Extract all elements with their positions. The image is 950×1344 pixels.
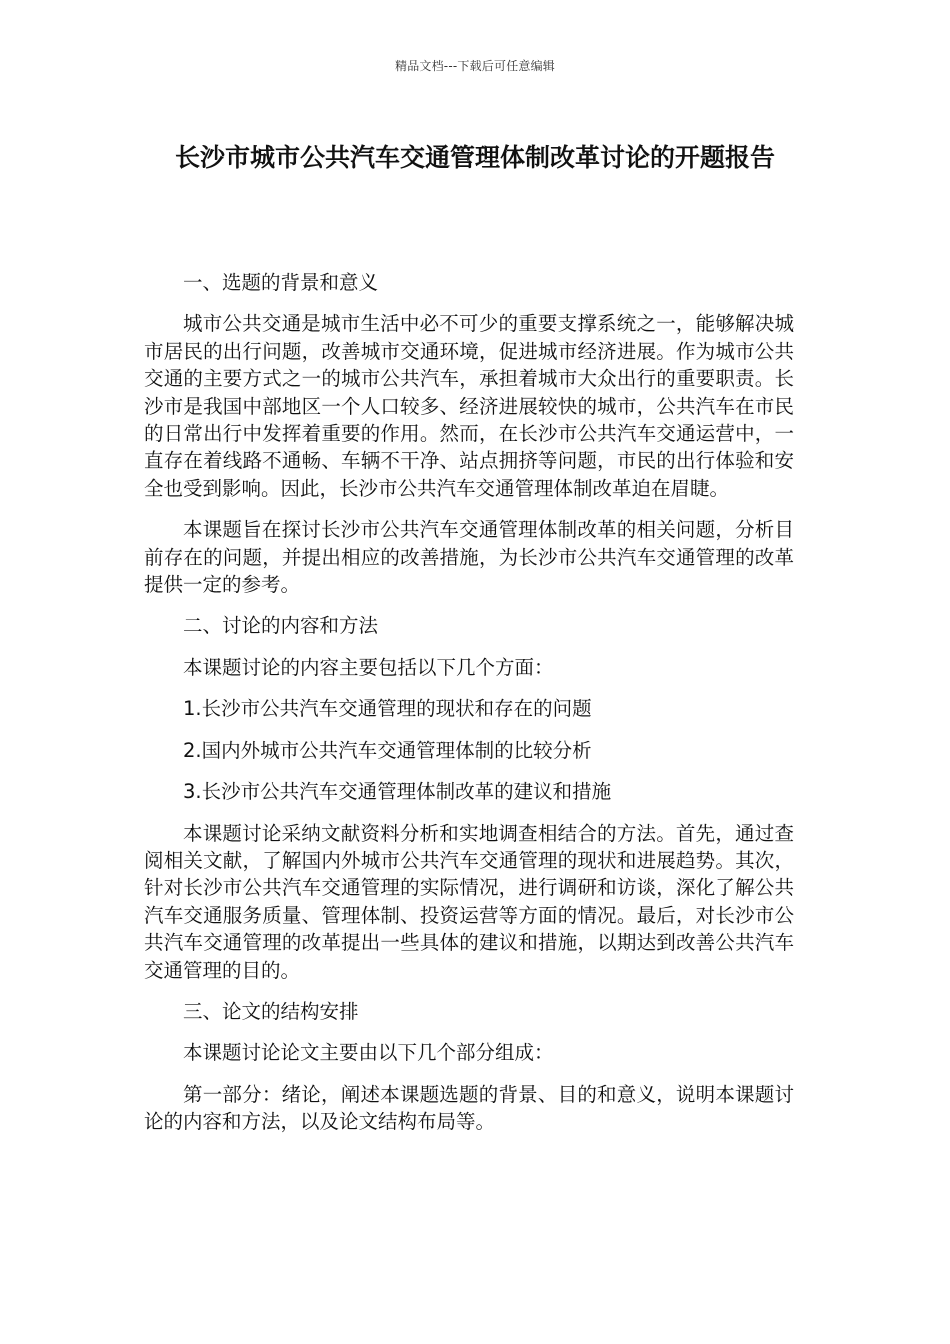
paragraph-content-intro: 本课题讨论的内容主要包括以下几个方面：: [183, 655, 554, 679]
section-heading-content-method: 二、讨论的内容和方法: [183, 614, 379, 638]
paragraph-structure-intro: 本课题讨论论文主要由以下几个部分组成：: [183, 1041, 554, 1065]
paragraph-part-one: 第一部分：绪论，阐述本课题选题的背景、目的和意义，说明本课题讨论的内容和方法，以及论文结构布局等。: [144, 1082, 794, 1134]
section-heading-background: 一、选题的背景和意义: [183, 271, 379, 294]
document-title: 长沙市城市公共汽车交通管理体制改革讨论的开题报告: [174, 143, 775, 172]
header-note: 精品文档---下载后可任意编辑: [395, 59, 555, 73]
list-item: 1.长沙市公共汽车交通管理的现状和存在的问题: [183, 697, 592, 721]
document-body: [144, 269, 794, 1150]
paragraph-method: 本课题讨论采纳文献资料分析和实地调查相结合的方法。首先，通过查阅相关文献，了解国内外城市公共汽车交通管理的现状和进展趋势。其次，针对长沙市公共汽车交通管理的实际情况，进行调研和访谈，深化了解公共汽车交通服务质量、管理体制、投资运营等方面的情况。最后，对长沙市公共汽车交通管理的改革提出一些具体的建议和措施，以期达到改善公共汽车交通管理的目的。: [144, 821, 794, 982]
section-heading-structure: 三、论文的结构安排: [183, 999, 359, 1023]
list-item: 3.长沙市公共汽车交通管理体制改革的建议和措施: [183, 780, 612, 804]
paragraph-purpose: 本课题旨在探讨长沙市公共汽车交通管理体制改革的相关问题，分析目前存在的问题，并提出相应的改善措施，为长沙市公共汽车交通管理的改革提供一定的参考。: [144, 518, 794, 597]
paragraph-background: 城市公共交通是城市生活中必不可少的重要支撑系统之一，能够解决城市居民的出行问题，改善城市交通环境，促进城市经济进展。作为城市公共交通的主要方式之一的城市公共汽车，承担着城市大众出行的重要职责。长沙市是我国中部地区一个人口较多、经济进展较快的城市，公共汽车在市民的日常出行中发挥着重要的作用。然而，在长沙市公共汽车交通运营中，一直存在着线路不通畅、车辆不干净、站点拥挤等问题，市民的出行体验和安全也受到影响。因此，长沙市公共汽车交通管理体制改革迫在眉睫。: [144, 312, 794, 500]
list-item: 2.国内外城市公共汽车交通管理体制的比较分析: [183, 738, 592, 762]
